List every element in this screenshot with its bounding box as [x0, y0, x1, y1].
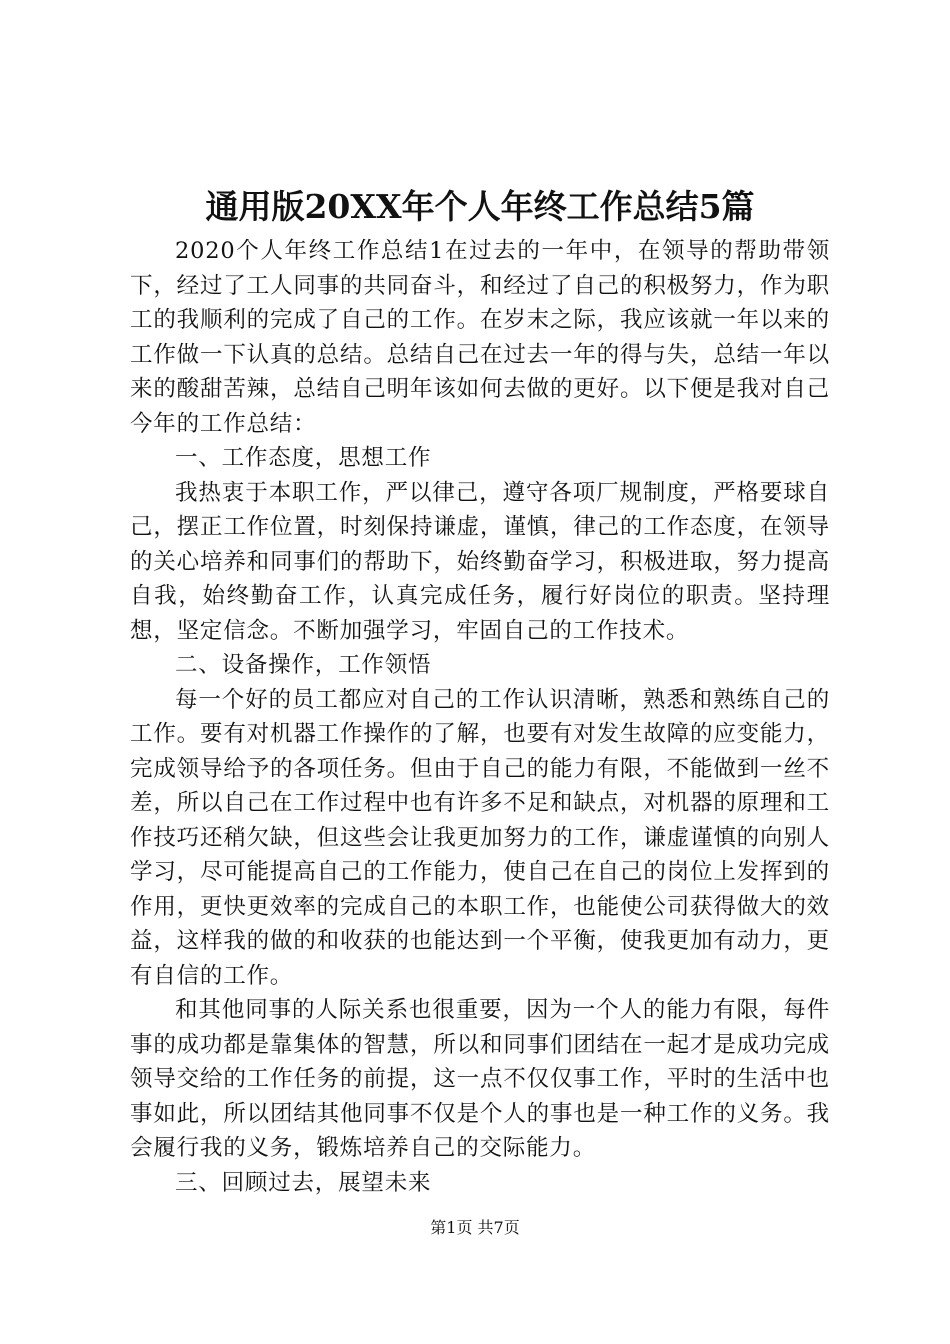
section-heading-3: 三、回顾过去，展望未来 — [175, 1169, 432, 1196]
section-heading-2: 二、设备操作，工作领悟 — [175, 652, 432, 678]
paragraph-equipment: 每一个好的员工都应对自己的工作认识清晰，熟悉和熟练自己的工作。要有对机器工作操作的了解，也要有对发生故障的应变能力，完成领导给予的各项任务。但由于自己的能力有限，不能做到一丝不差，所以自己在工作过程中也有许多不足和缺点，对机器的原理和工作技巧还稍欠缺，但这些会让我更加努力的工作，谦虚谨慎的向别人学习，尽可能提高自己的工作能力，使自己在自己的岗位上发挥到的作用，更快更效率的完成自己的本职工作，也能使公司获得做大的效益，这样我的做的和收获的也能达到一个平衡，使我更加有动力，更有自信的工作。 — [130, 686, 830, 989]
document-body — [130, 234, 830, 1200]
section-heading-1: 一、工作态度，思想工作 — [175, 445, 432, 471]
page-footer: 第1页 共7页 — [430, 1218, 520, 1237]
paragraph-intro: 2020个人年终工作总结1在过去的一年中，在领导的帮助带领下，经过了工人同事的共同奋斗，和经过了自己的积极努力，作为职工的我顺利的完成了自己的工作。在岁末之际，我应该就一年以来的工作做一下认真的总结。总结自己在过去一年的得与失，总结一年以来的酸甜苦辣，总结自己明年该如何去做的更好。以下便是我对自己今年的工作总结： — [130, 238, 830, 437]
paragraph-attitude: 我热衷于本职工作，严以律己，遵守各项厂规制度，严格要球自己，摆正工作位置，时刻保持谦虚，谨慎，律己的工作态度，在领导的关心培养和同事们的帮助下，始终勤奋学习，积极进取，努力提高自我，始终勤奋工作，认真完成任务，履行好岗位的职责。坚持理想，坚定信念。不断加强学习，牢固自己的工作技术。 — [130, 479, 830, 644]
paragraph-relations: 和其他同事的人际关系也很重要，因为一个人的能力有限，每件事的成功都是靠集体的智慧，所以和同事们团结在一起才是成功完成领导交给的工作任务的前提，这一点不仅仅事工作，平时的生活中也事如此，所以团结其他同事不仅是个人的事也是一种工作的义务。我会履行我的义务，锻炼培养自己的交际能力。 — [130, 997, 830, 1161]
document-title: 通用版20XX年个人年终工作总结5篇 — [205, 187, 755, 226]
